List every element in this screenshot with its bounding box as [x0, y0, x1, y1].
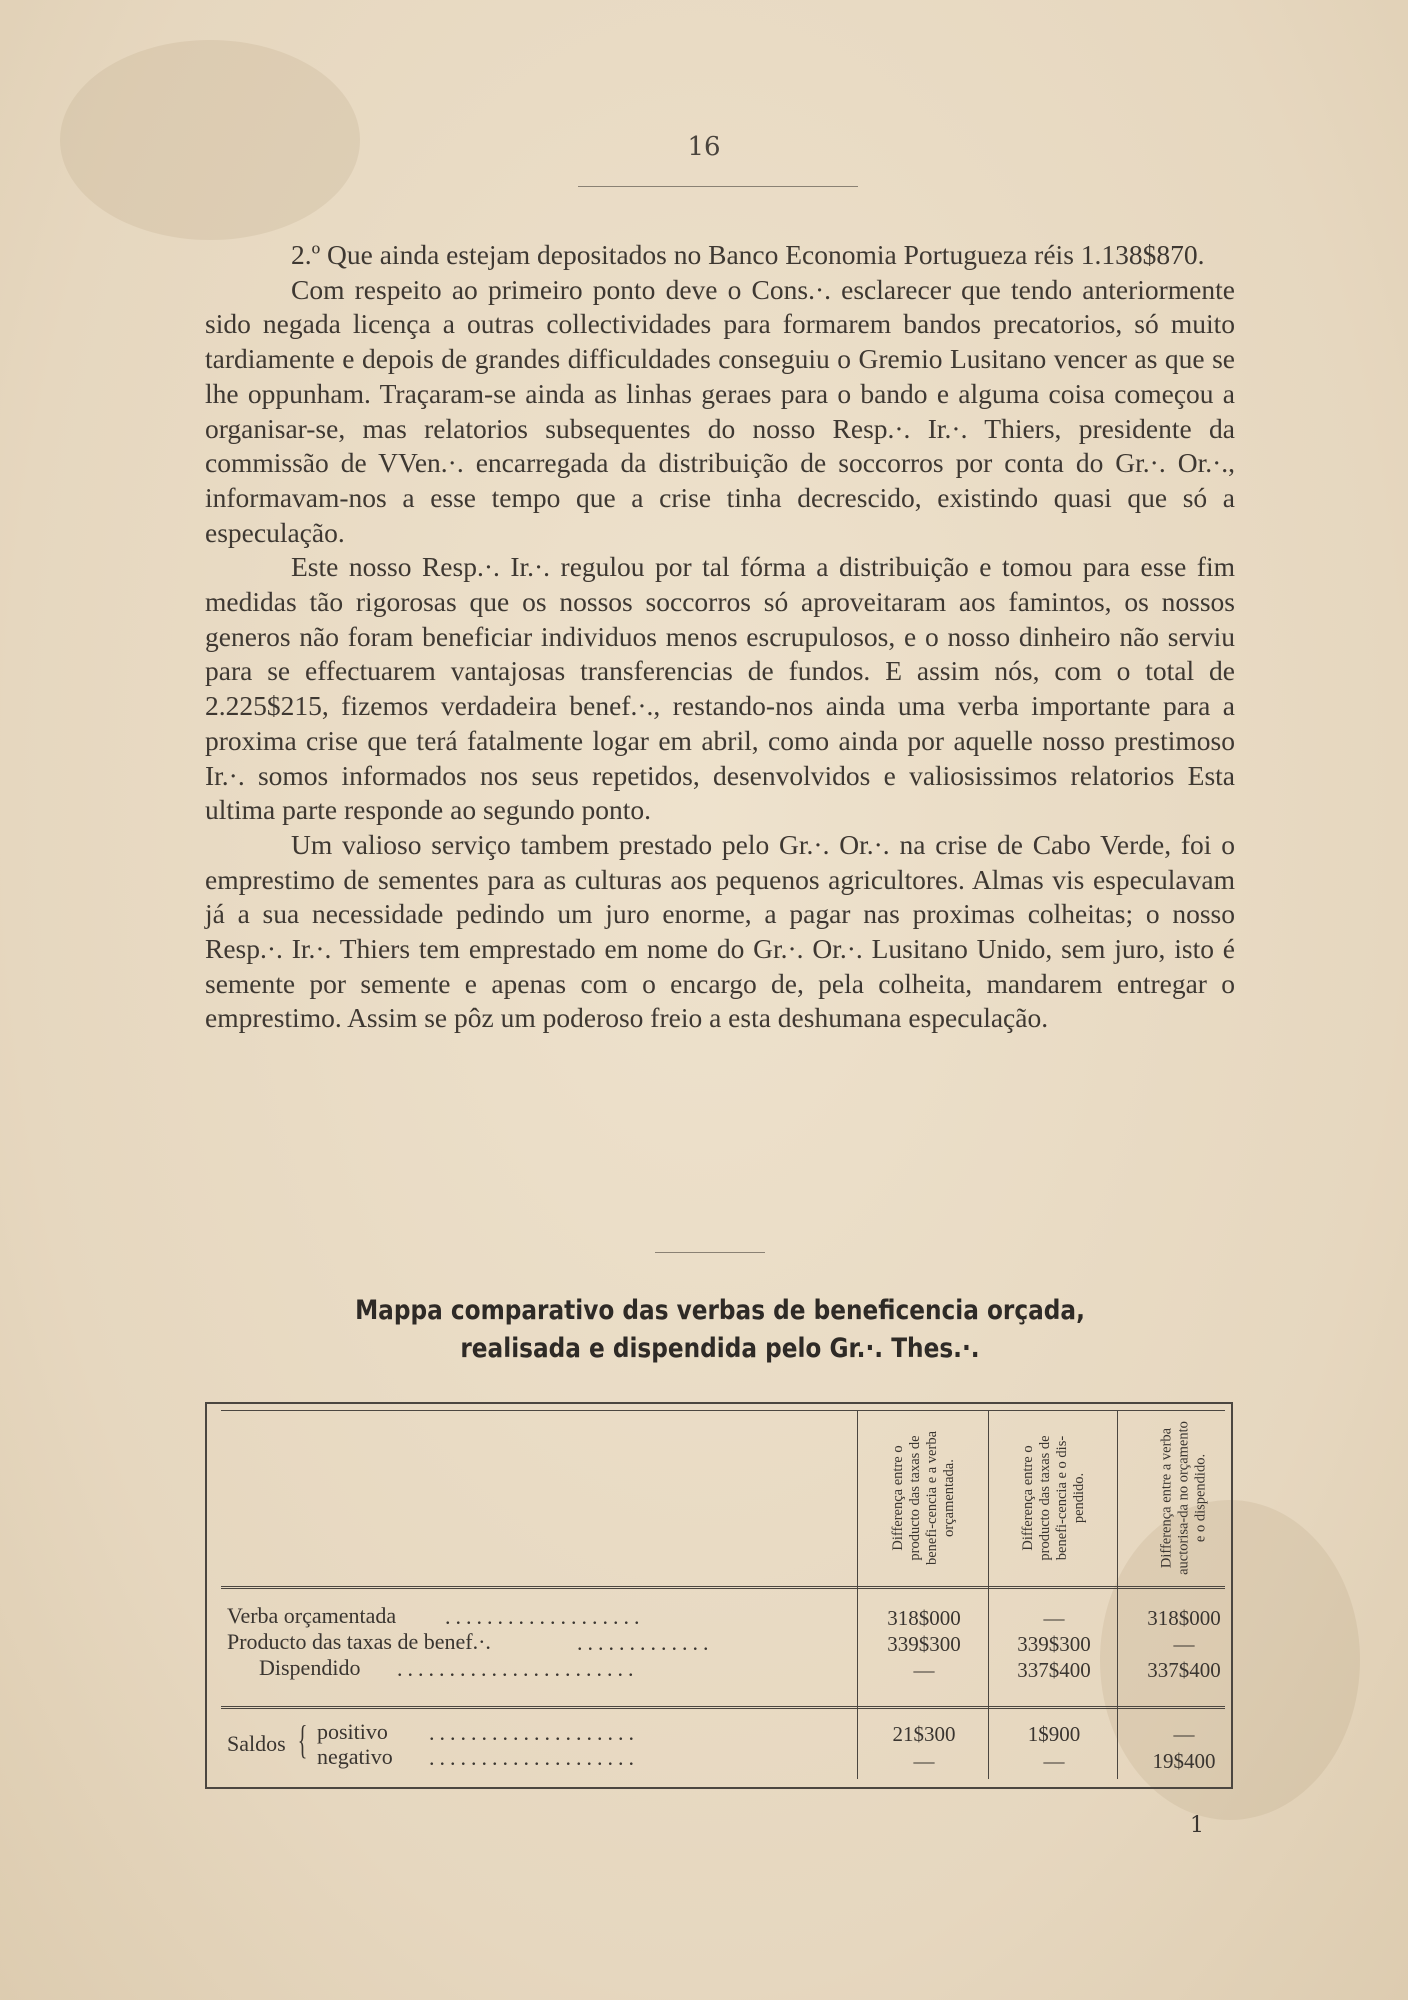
top-divider: [578, 186, 858, 187]
map-title-line: Mappa comparativo das verbas de beneficencia orçada,: [355, 1295, 1085, 1326]
table-cell: —: [1043, 1749, 1065, 1773]
comparison-table: Differença entre o producto das taxas de benefi-cencia e a verba orçamentada. Differença entre o producto das taxas de benefi-cencia e o dis-pendido. Differença entre a verba auctorisa-da no orçamento e o dispendido. Verba orçamentada ................... 318$000 — 318$000 Producto das taxas de benef.·. ............. 339$300 339$300 — Dispendido ....................... — 337$400 337$400 Saldos { positivo .................... 21$300 1$900 — negativo .................... — — 19$400: [205, 1402, 1233, 1789]
column-header: Differença entre a verba auctorisa-da no orçamento e o dispendido.: [1158, 1421, 1209, 1575]
row-label: Dispendido: [259, 1655, 361, 1680]
table-cell: 318$000: [1147, 1606, 1221, 1630]
table-cell: 1$900: [1027, 1722, 1081, 1746]
row-label: Producto das taxas de benef.·.: [227, 1629, 491, 1654]
table-cell: 337$400: [1147, 1658, 1221, 1682]
table-cell: —: [913, 1658, 935, 1682]
body-text: [205, 238, 1235, 1036]
column-header: Differença entre o producto das taxas de benefi-cencia e o dis-pendido.: [1020, 1435, 1087, 1561]
paragraph: Um valioso serviço tambem prestado pelo Gr.·. Or.·. na crise de Cabo Verde, foi o emprestimo de sementes para as culturas aos pequenos agricultores. Almas vis especulavam já a sua necessidade pedindo um juro enorme, a pagar nas proximas colheitas; o nosso Resp.·. Ir.·. Thiers tem emprestado em nome do Gr.·. Or.·. Lusitano Unido, sem juro, isto é semente por semente e apenas com o encargo de, pela colheita, mandarem entregar o emprestimo. Assim se pôz um poderoso freio a esta deshumana especulação.: [205, 828, 1235, 1034]
row-label: negativo: [317, 1744, 393, 1769]
paragraph: Este nosso Resp.·. Ir.·. regulou por tal fórma a distribuição e tomou para esse fim medidas tão rigorosas que os nossos soccorros só aproveitaram aos famintos, os nossos generos não foram beneficiar individuos menos escrupulosos, e o nosso dinheiro não serviu para se effectuarem vantajosas transferencias de fundos. E assim nós, com o total de 2.225$215, fizemos verdadeira benef.·., restando-nos ainda uma verba importante para a proxima crise que terá fatalmente logar em abril, como ainda por aquelle nosso prestimoso Ir.·. somos informados nos seus repetidos, desenvolvidos e valiosissimos relatorios Esta ultima parte responde ao segundo ponto.: [205, 551, 1235, 826]
row-label: Verba orçamentada: [227, 1603, 397, 1628]
map-title: [273, 1292, 1167, 1368]
paragraph: Com respeito ao primeiro ponto deve o Cons.·. esclarecer que tendo anteriormente sido negada licença a outras collectividades para formarem bandos precatorios, só muito tardiamente e depois de grandes difficuldades conseguiu o Gremio Lusitano vencer as que se lhe oppunham. Traçaram-se ainda as linhas geraes para o bando e alguma coisa começou a organisar-se, mas relatorios subsequentes do nosso Resp.·. Ir.·. Thiers, presidente da commissão de VVen.·. encarregada da distribuição de soccorros por conta do Gr.·. Or.·., informavam-nos a esse tempo que a crise tinha decrescido, existindo quasi que só a especulação.: [205, 273, 1235, 548]
paragraph: 2.º Que ainda estejam depositados no Banco Economia Portugueza réis 1.138$870.: [291, 239, 1205, 270]
page-number: 16: [687, 132, 721, 162]
column-header: Differença entre o producto das taxas de benefi-cencia e a verba orçamentada.: [890, 1430, 957, 1566]
saldos-label: Saldos: [227, 1731, 286, 1756]
signature-mark: 1: [1190, 1813, 1204, 1838]
table-cell: —: [1173, 1722, 1195, 1746]
table-cell: 339$300: [887, 1632, 961, 1656]
section-divider: [655, 1252, 765, 1253]
table-cell: 337$400: [1017, 1658, 1091, 1682]
table-cell: 318$000: [887, 1606, 961, 1630]
table-cell: 19$400: [1152, 1749, 1216, 1773]
table-cell: —: [1173, 1632, 1195, 1656]
table-cell: 21$300: [892, 1722, 956, 1746]
row-label: positivo: [317, 1719, 388, 1744]
table-cell: —: [913, 1749, 935, 1773]
table-cell: 339$300: [1017, 1632, 1091, 1656]
map-title-line: realisada e dispendida pelo Gr.·. Thes.·.: [460, 1333, 980, 1364]
table-cell: —: [1043, 1606, 1065, 1630]
